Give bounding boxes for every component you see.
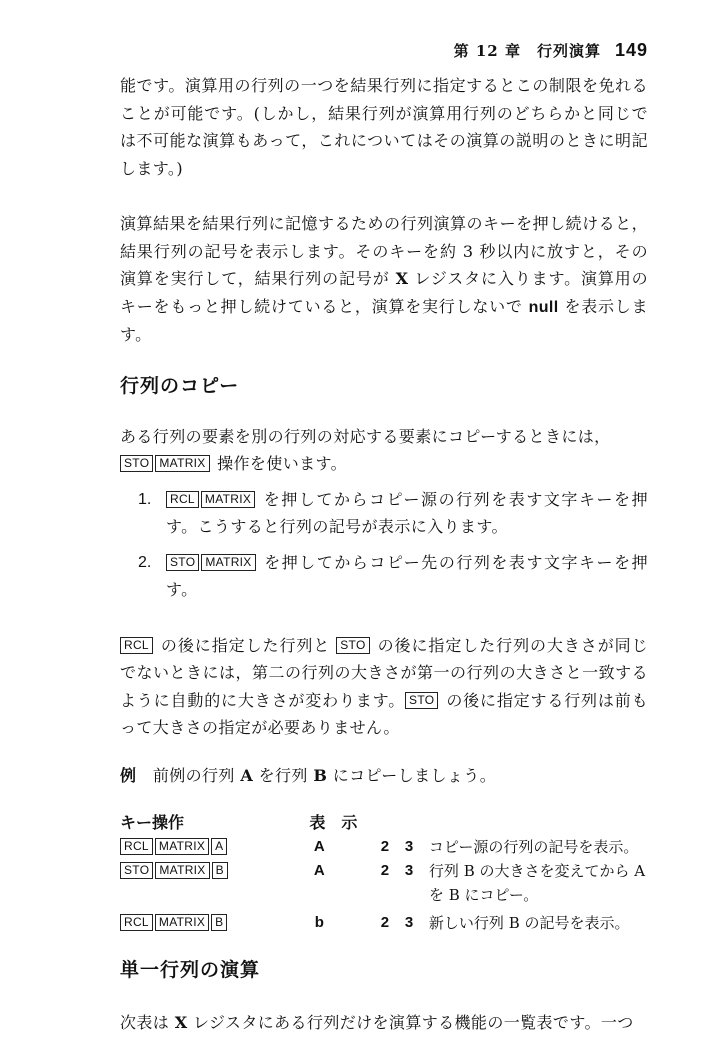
page-body: [120, 72, 648, 1037]
note-text-c: の後に指定する行列は前もって大きさの指定が必要ありません。: [120, 690, 648, 737]
matrix-key: MATRIX: [155, 862, 209, 879]
sto-key: STO: [120, 455, 153, 472]
display-matrix-name: A: [313, 862, 325, 879]
example-text-a: 前例の行列: [152, 765, 241, 785]
section-title-copy: 行列のコピー: [120, 374, 240, 397]
matrix-b-label: B: [313, 765, 328, 785]
example-text-c: にコピーしましょう。: [327, 765, 497, 785]
chapter-title: 第 12 章 行列演算: [453, 42, 601, 60]
table-row: [120, 859, 648, 907]
row-comment: 行列 B の大きさを変えてから A を B にコピー。: [428, 862, 646, 904]
copy-steps-list: [120, 486, 648, 604]
table-row: [120, 835, 648, 859]
single-intro: [120, 1009, 648, 1037]
b-key: B: [212, 862, 228, 879]
step-text: を押してからコピー先の行列を表す文字キーを押す。: [166, 552, 648, 599]
display-rows: 2: [380, 838, 390, 855]
matrix-key: MATRIX: [155, 914, 209, 931]
sto-key: STO: [405, 692, 438, 709]
matrix-key: MATRIX: [201, 491, 255, 508]
display-rows: 2: [380, 914, 390, 931]
row-comment: 新しい行列 B の記号を表示。: [428, 914, 630, 932]
section-title-single: 単一行列の演算: [120, 959, 261, 981]
b-key: B: [211, 914, 227, 931]
example-text-b: を行列: [253, 765, 314, 785]
note-text-b: の後に指定した行列の大きさが同じでないときには，第二の行列の大きさが第一の行列の大きさと一致するように自動的に大きさが変わります。: [120, 635, 648, 710]
note-text-a: の後に指定した行列と: [154, 635, 337, 655]
null-label: null: [528, 298, 559, 316]
paragraph-1: 能です。演算用の行列の一つを結果行列に指定するとこの制限を免れることが可能です。(しかし，結果行列が演算用行列のどちらかと同じでは不可能な演算もあって，これについてはその演算の説明のときに明記します。): [120, 76, 648, 178]
list-item: [120, 486, 648, 541]
copy-intro: [120, 423, 648, 478]
para2-text-b: レジスタに入ります。演算用のキーをもっと押し続けていると，演算を実行しないで: [120, 269, 648, 316]
step-number: 1.: [138, 490, 152, 508]
matrix-key: MATRIX: [201, 554, 255, 571]
example-label: 例: [120, 765, 137, 785]
display-matrix-name: A: [313, 838, 325, 855]
x-register-label: X: [174, 1013, 188, 1032]
header-display: 表 示: [309, 813, 358, 832]
row-comment: コピー源の行列の記号を表示。: [428, 838, 639, 856]
copy-intro-text2: 操作を使います。: [211, 454, 348, 473]
single-text-a: 次表は: [120, 1013, 175, 1032]
keystroke-table: [120, 811, 648, 935]
copy-intro-text: ある行列の要素を別の行列の対応する要素にコピーするときには，: [120, 426, 611, 446]
page-number: 149: [614, 40, 648, 60]
para2-text-a: 演算結果を結果行列に記憶するための行列演算のキーを押し続けると，結果行列の記号を表示します。そのキーを約 3 秒以内に放すと，その演算を実行して，結果行列の記号が: [120, 214, 648, 288]
table-row: [120, 907, 648, 935]
paragraph-2: [120, 210, 648, 349]
matrix-key: MATRIX: [155, 455, 209, 472]
x-register-label: X: [395, 269, 409, 288]
para2-text-c: を表示します。: [120, 296, 648, 344]
step-number: 2.: [138, 553, 152, 571]
rcl-key: RCL: [120, 838, 153, 855]
copy-note: [120, 632, 648, 742]
display-rows: 2: [380, 862, 390, 879]
single-text-b: レジスタにある行列だけを演算する機能の一覧表です。一つ: [187, 1013, 634, 1032]
rcl-key: RCL: [166, 491, 199, 508]
display-cols: 3: [404, 862, 414, 879]
a-key: A: [211, 838, 227, 855]
sto-key: STO: [336, 637, 369, 654]
sto-key: STO: [166, 554, 199, 571]
header-keys: キー操作: [120, 813, 185, 832]
display-cols: 3: [404, 838, 414, 855]
table-header-row: [120, 811, 648, 835]
rcl-key: RCL: [120, 637, 153, 654]
matrix-a-label: A: [240, 765, 254, 785]
list-item: [120, 549, 648, 604]
example-line: [120, 762, 648, 790]
display-cols: 3: [404, 914, 414, 931]
rcl-key: RCL: [120, 914, 153, 931]
page-header: [454, 40, 648, 61]
step-text: を押してからコピー源の行列を表す文字キーを押す。こうすると行列の記号が表示に入ります。: [166, 489, 648, 536]
matrix-key: MATRIX: [155, 838, 209, 855]
sto-key: STO: [120, 862, 153, 879]
display-matrix-name: b: [314, 914, 324, 931]
